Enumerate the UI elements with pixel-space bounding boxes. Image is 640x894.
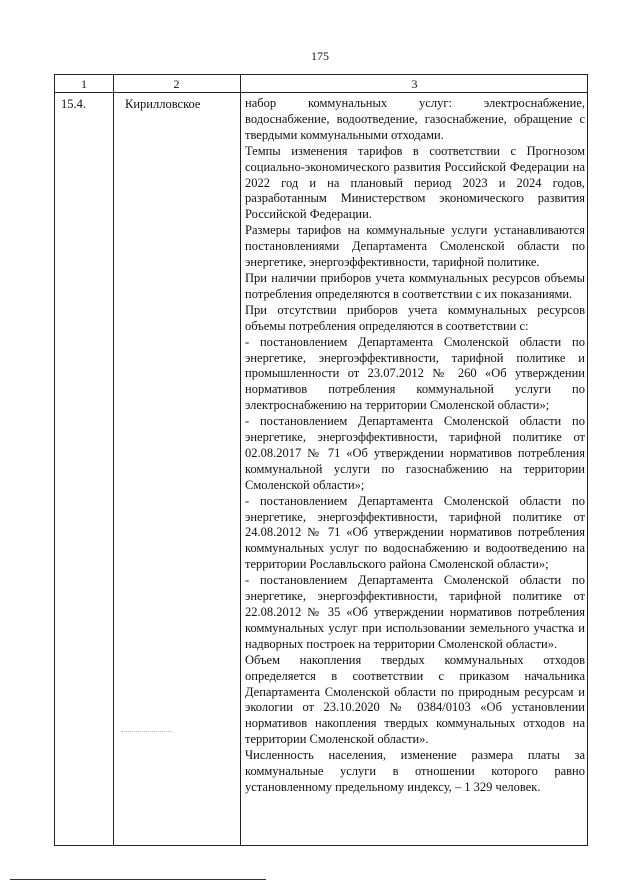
row-number: 15.4.: [61, 97, 86, 111]
paragraph-waste-volume: Объем накопления твердых коммунальных отходов определяется в соответствии с приказом начальника Департамента Смоленской области по природным ресурсам и экологии от 23.10.2020 № 0384/0103 «Об установлении нормативов накопления твердых коммунальных отходов на территории Смоленской области».: [245, 652, 585, 747]
paragraph-tariff-sizes: Размеры тарифов на коммунальные услуги устанавливаются постановлениями Департамента Смоленской области по энергетике, энергоэффективности, тарифной политике.: [245, 223, 585, 270]
paragraph-resolution-gas: - постановлением Департамента Смоленской области по энергетике, энергоэффективности, тарифной политике от 02.08.2017 № 71 «Об утверждении нормативов потребления коммунальной услуги по газоснабжению на территории Смоленской области»;: [245, 414, 585, 492]
paragraph-population: Численность населения, изменение размера платы за коммунальные услуги в отношении которого равно установленному предельному индексу, – 1 329 человек.: [245, 748, 585, 794]
column-divider-1: [113, 75, 114, 845]
paragraph-meters-present: При наличии приборов учета коммунальных ресурсов объемы потребления определяются в соответствии с их показаниями.: [245, 270, 585, 301]
paragraph-resolution-land: - постановлением Департамента Смоленской области по энергетике, энергоэффективности, тарифной политике от 22.08.2012 № 35 «Об утверждении нормативов потребления коммунальных услуг при использовании земельного участка и надворных построек на территории Смоленской области».: [245, 573, 585, 651]
paragraph-resolution-water: - постановлением Департамента Смоленской области по энергетике, энергоэффективности, тарифной политике от 24.08.2012 № 71 «Об утверждении нормативов потребления коммунальных услуг по водоснабжению и водоотведению на территории Рославльского района Смоленской области»;: [245, 493, 585, 572]
faint-mark: [121, 731, 173, 732]
column-header-3: 3: [411, 77, 418, 91]
column-divider-2: [240, 75, 241, 845]
page-number: 175: [311, 49, 329, 63]
data-table: [54, 74, 588, 846]
column-header-2: 2: [173, 77, 180, 91]
bottom-rule: [10, 879, 266, 880]
column-header-1: 1: [81, 77, 87, 91]
settlement-name: Кирилловское: [125, 97, 201, 111]
paragraph-services: набор коммунальных услуг: электроснабжение, водоснабжение, водоотведение, газоснабжение, обращение с твердыми коммунальными отходами.: [245, 96, 585, 142]
paragraph-meters-absent: При отсутствии приборов учета коммунальных ресурсов объемы потребления определяются в соответствии с:: [245, 302, 585, 333]
row-description: [245, 96, 585, 796]
paragraph-tariff-rates: Темпы изменения тарифов в соответствии с Прогнозом социально-экономического развития Российской Федерации на 2022 год и на плановый период 2023 и 2024 годов, разработанным Министерством экономического развития Российской Федерации.: [245, 143, 585, 222]
paragraph-resolution-electricity: - постановлением Департамента Смоленской области по энергетике, энергоэффективности, тарифной политике и промышленности от 23.07.2012 № 260 «Об утверждении нормативов потребления коммунальной услуги по электроснабжению на территории Смоленской области»;: [245, 334, 585, 413]
header-divider: [55, 92, 587, 93]
